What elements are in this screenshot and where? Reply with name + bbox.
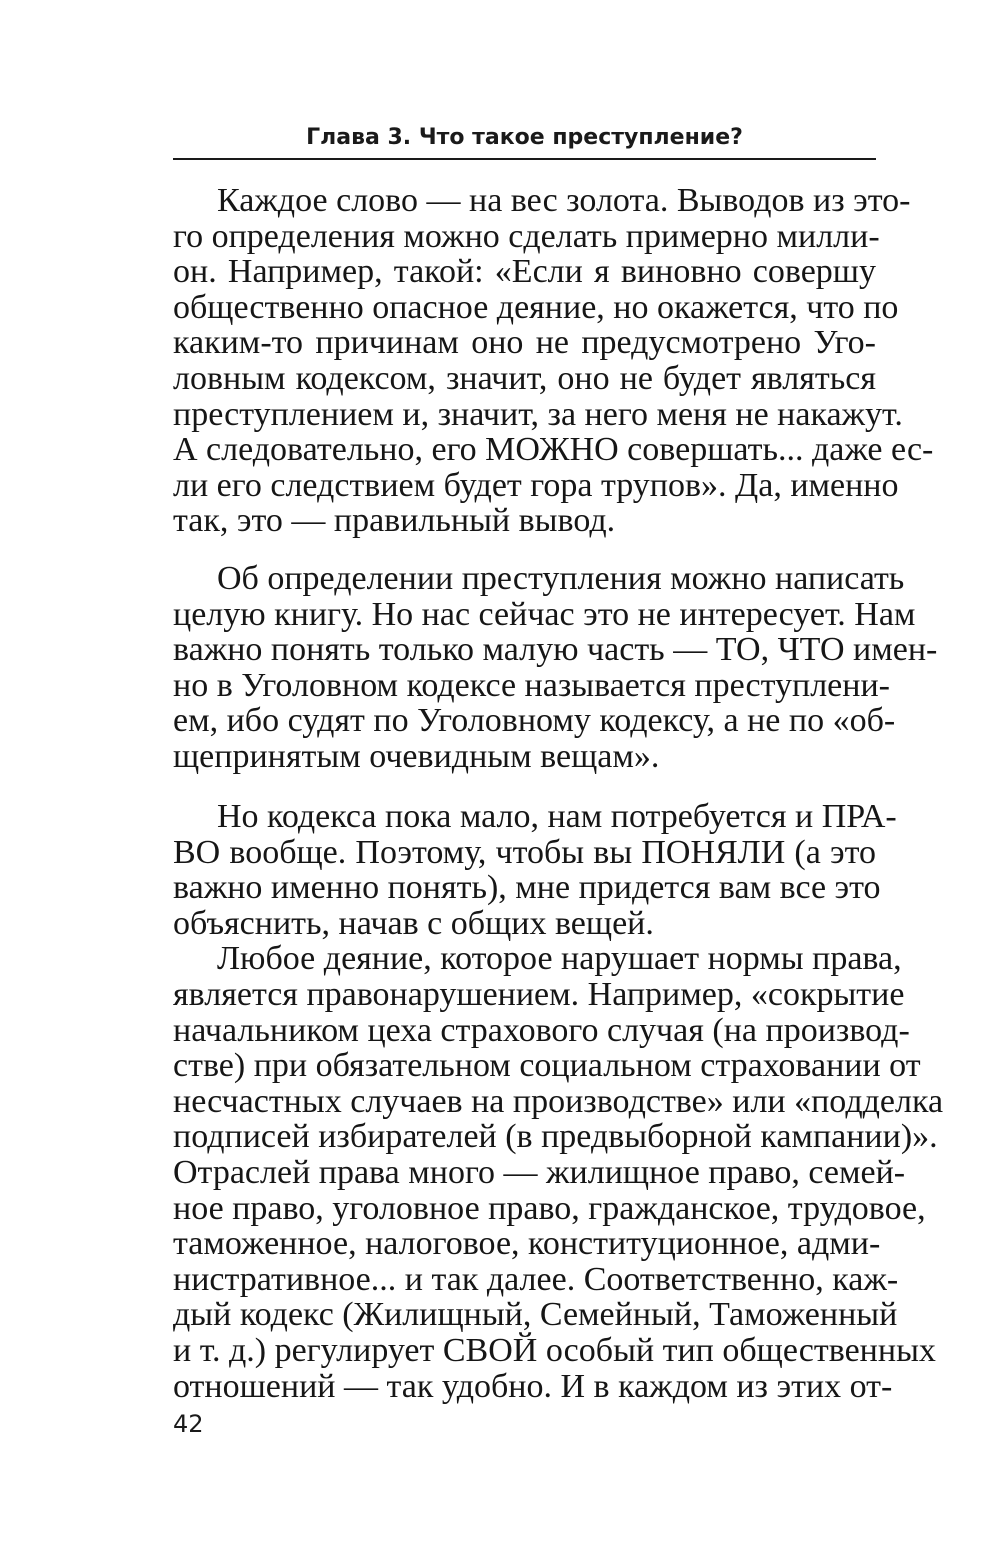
header-divider (173, 158, 876, 160)
text-line: преступлением и, значит, за него меня не накажут. (173, 395, 903, 433)
paragraph (173, 182, 934, 540)
text-line: общественно опасное деяние, но окажется, что по (173, 288, 899, 326)
text-line: А следовательно, его МОЖНО совершать... даже ес- (173, 431, 934, 469)
text-line: важно именно понять), мне придется вам все это (173, 869, 881, 907)
text-line: щепринятым очевидным вещам». (173, 737, 660, 775)
text-line: таможенное, налоговое, конституционное, адми- (173, 1225, 881, 1263)
paragraph (173, 560, 938, 775)
text-line: подписей избирателей (в предвыборной кампании)». (173, 1118, 938, 1156)
text-line: объяснить, начав с общих вещей. (173, 904, 654, 942)
text-line: он. Например, такой: «Если я виновно совершу (173, 253, 876, 291)
text-line: отношений — так удобно. И в каждом из этих от- (173, 1367, 893, 1405)
text-line: начальником цеха страхового случая (на производ- (173, 1011, 910, 1049)
text-line: важно понять только малую часть — ТО, ЧТО имен- (173, 631, 938, 669)
text-line: дый кодекс (Жилищный, Семейный, Таможенный (173, 1296, 898, 1334)
text-line: каким-то причинам оно не предусмотрено Уго- (173, 324, 876, 362)
text-line: несчастных случаев на производстве» или «подделка (173, 1082, 944, 1120)
text-line: является правонарушением. Например, «сокрытие (173, 975, 905, 1013)
page-number: 42 (173, 1410, 204, 1438)
text-line: но в Уголовном кодексе называется преступлени- (173, 666, 890, 704)
text-line: целую книгу. Но нас сейчас это не интересует. Нам (173, 595, 916, 633)
running-head: Глава 3. Что такое преступление? (306, 125, 743, 150)
text-line: Любое деяние, которое нарушает нормы права, (217, 940, 902, 978)
text-line: го определения можно сделать примерно милли- (173, 217, 880, 255)
text-line: нистративное... и так далее. Соответственно, каж- (173, 1260, 899, 1298)
text-line: ем, ибо судят по Уголовному кодексу, а не по «об- (173, 702, 896, 740)
text-line: так, это — правильный вывод. (173, 502, 616, 540)
text-line: ли его следствием будет гора трупов». Да, именно (173, 466, 899, 504)
text-line: ное право, уголовное право, гражданское, трудовое, (173, 1189, 926, 1227)
text-line: стве) при обязательном социальном страховании от (173, 1047, 921, 1085)
text-line: Отраслей права много — жилищное право, семей- (173, 1153, 906, 1191)
text-line: Каждое слово — на вес золота. Выводов из это- (217, 182, 911, 219)
text-line: и т. д.) регулирует СВОЙ особый тип общественных (173, 1331, 936, 1369)
text-line: Об определении преступления можно написать (217, 560, 905, 597)
text-line: ловным кодексом, значит, оно не будет являться (173, 359, 876, 397)
paragraph-group (173, 798, 944, 1405)
text-line: Но кодекса пока мало, нам потребуется и ПРА- (217, 798, 897, 835)
text-line: ВО вообще. Поэтому, чтобы вы ПОНЯЛИ (а это (173, 833, 876, 871)
